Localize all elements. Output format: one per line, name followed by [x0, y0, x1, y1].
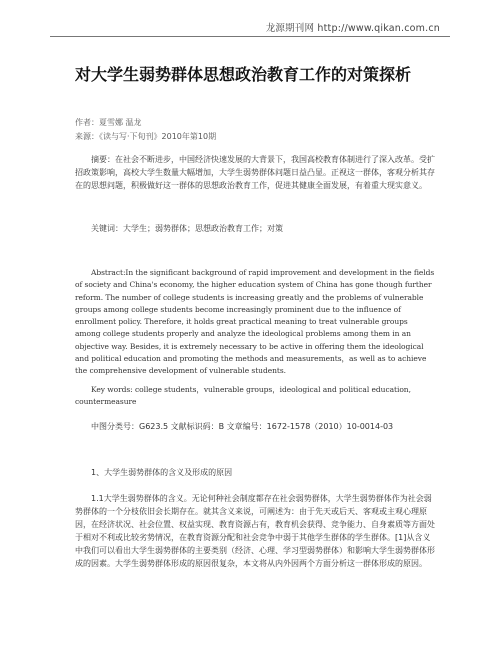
header-divider	[50, 36, 450, 37]
keywords-cn: 关键词：大学生；弱势群体；思想政治教育工作；对策	[91, 224, 283, 233]
abstract-cn: 摘要：在社会不断进步，中国经济快速发展的大背景下，我国高校教育体制进行了深入改革。受扩招政策影响，高校大学生数量大幅增加，大学生弱势群体问题日益凸显。正视这一群体，客观分析其存在的思想问题，积极做好这一群体的思想政治教育工作，促进其健康全面发展，有着重大现实意义。	[75, 155, 435, 190]
site-header[interactable]: 龙源期刊网 http://www.qikan.com.cn	[265, 23, 440, 34]
section-heading: 1、大学生弱势群体的含义及形成的原因	[91, 468, 233, 477]
body-paragraph: 1.1大学生弱势群体的含义。无论何种社会制度都存在社会弱势群体，大学生弱势群体作为社会弱势群体的一个分枝依旧会长期存在。就其含义来说，可阐述为：由于先天或后天、客观或主观心理原因，在经济状况、社会位置、权益实现、教育资源占有，教育机会获得、竞争能力、自身素质等方面处于相对不利或比较劣势情况，在教育资源分配和社会竞争中弱于其他学生群体的学生群体。[1]从含义中我们可以看出大学生弱势群体的主要类别（经济、心理、学习型弱势群体）和影响大学生弱势群体形成的因素。大学生弱势群体形成的原因很复杂，本文将从内外因两个方面分析这一群体形成的原因。	[75, 494, 435, 568]
source-line: 来源：《读与写·下旬刊》2010年第10期	[75, 132, 217, 141]
article-title: 对大学生弱势群体思想政治教育工作的对策探析	[75, 65, 412, 84]
abstract-en: Abstract:In the significant background of rapid improvement and development in the fields of society and China's economy, the higher education system of China has gone though further reform. The number of college students is increasing greatly and the problems of vulnerable groups among college students become increasingly prominent due to the influence of enrollment policy. Therefore, it holds great practical meaning to treat vulnerable groups among college students properly and analyze the ideological problems among them in an objective way. Besides, it is extremely necessary to be active in offering them the ideological and political education and promoting the methods and measurements，as well as to achieve the comprehensive development of vulnerable students.	[75, 268, 435, 376]
keywords-en: Key words: college students，vulnerable groups，ideological and political education, countermeasure	[75, 385, 411, 407]
classification-line: 中图分类号：G623.5 文献标识码：B 文章编号：1672-1578（2010）10-0014-03	[91, 422, 394, 431]
author-line: 作者：夏雪娜 温龙	[75, 118, 142, 127]
